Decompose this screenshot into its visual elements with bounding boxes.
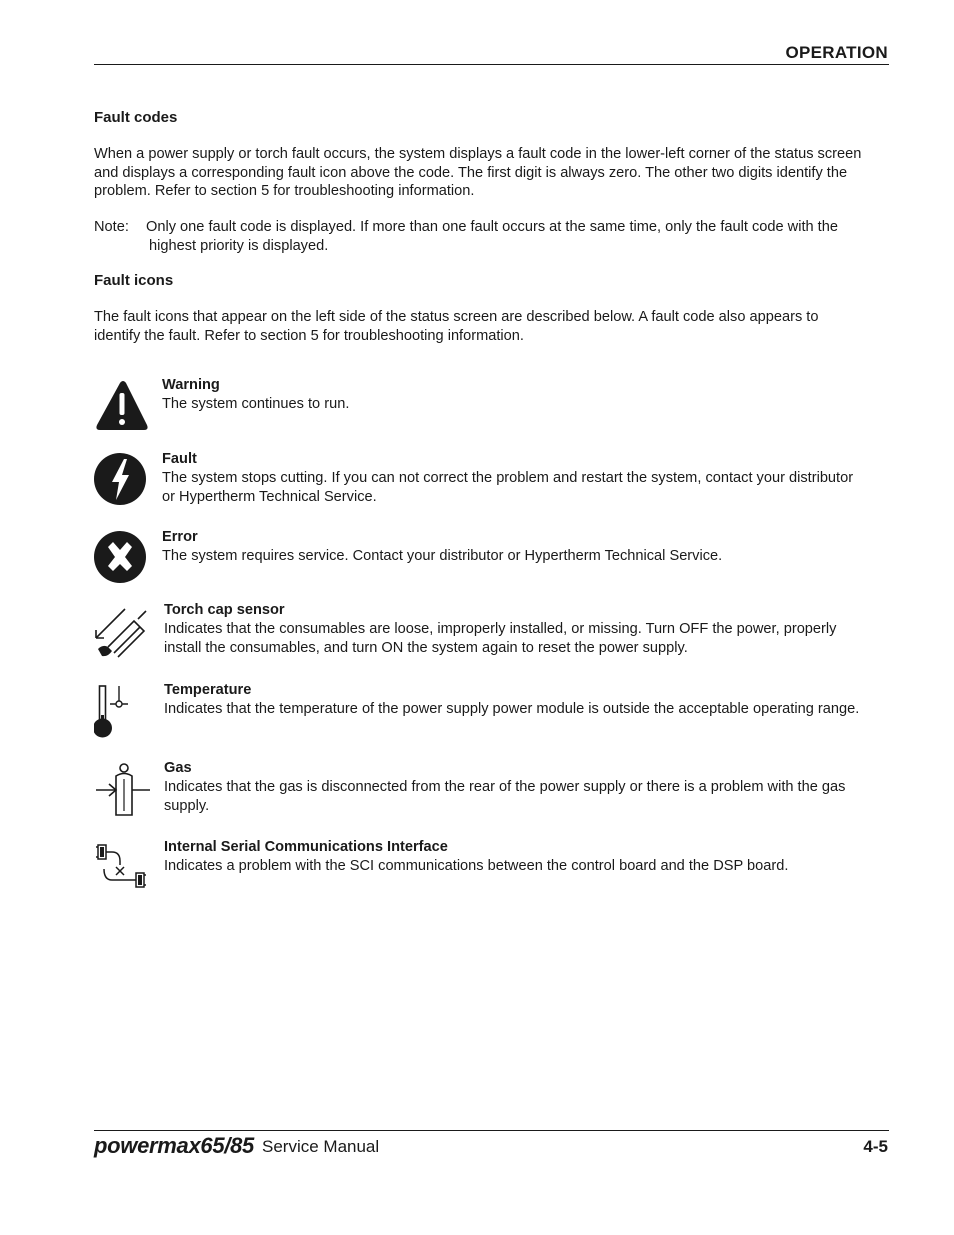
manual-title: Service Manual	[262, 1137, 380, 1156]
fault-icons-paragraph: The fault icons that appear on the left side of the status screen are described below. A fault code also appears to identify the fault. Refer to section 5 for troubleshooting information.	[94, 309, 819, 344]
gas-cylinder-icon	[94, 763, 152, 823]
fault-codes-note: Note: Only one fault code is displayed. If more than one fault occurs at the same time, only the fault code with the highest priority is displayed.	[94, 219, 838, 254]
warning-description: The system continues to run.	[162, 395, 350, 412]
torch-cap-title: Torch cap sensor	[164, 602, 285, 618]
fault-codes-heading: Fault codes	[94, 109, 178, 126]
header-divider	[94, 64, 889, 65]
temperature-title: Temperature	[164, 682, 252, 698]
gas-title: Gas	[164, 760, 192, 776]
fault-icons-heading: Fault icons	[94, 272, 174, 289]
error-title: Error	[162, 529, 198, 545]
thermometer-icon	[94, 685, 152, 745]
torch-cap-sensor-icon	[94, 607, 152, 667]
sci-title: Internal Serial Communications Interface	[164, 839, 448, 855]
serial-connector-icon	[94, 841, 152, 901]
error-x-icon	[94, 529, 152, 589]
fault-lightning-icon	[94, 451, 152, 511]
section-title: OPERATION	[785, 43, 888, 62]
product-brand: powermax65/85	[94, 1133, 254, 1158]
note-label: Note:	[94, 219, 129, 235]
fault-codes-paragraph: When a power supply or torch fault occurs, the system displays a fault code in the lower-left corner of the status screen and displays a corresponding fault icon above the code. The first digit is always zero. The other two digits identify the problem. Refer to section 5 for troubleshooting information.	[94, 146, 862, 200]
fault-title: Fault	[162, 451, 197, 467]
footer-divider	[94, 1130, 889, 1131]
warning-triangle-icon	[94, 379, 152, 439]
warning-title: Warning	[162, 377, 220, 393]
page-number: 4-5	[863, 1137, 888, 1156]
